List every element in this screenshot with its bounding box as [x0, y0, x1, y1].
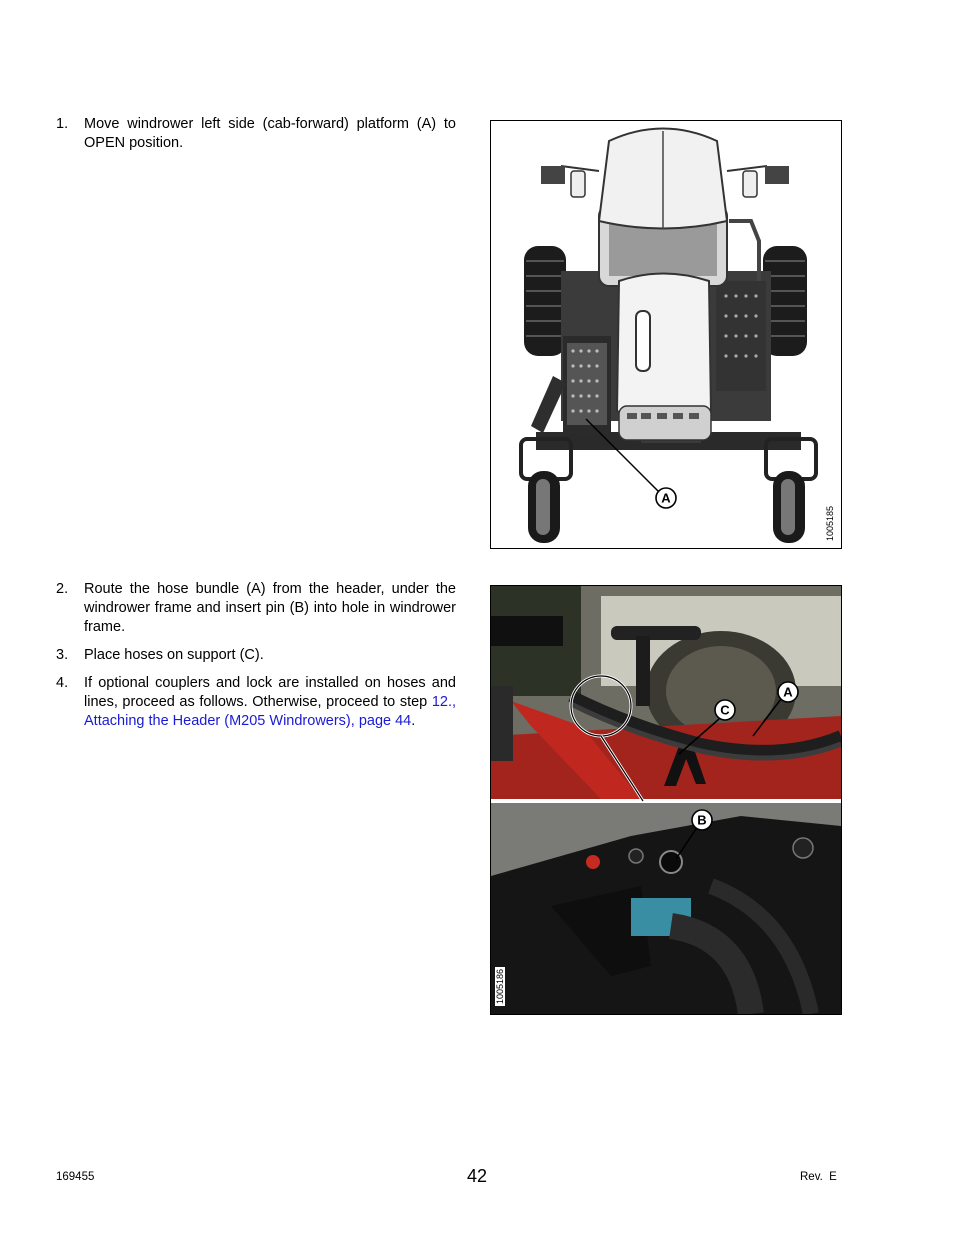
step-text-after: . — [411, 713, 416, 729]
callout-a-label: A — [661, 490, 671, 506]
hose-routing-photos — [491, 586, 841, 1014]
step-12-link[interactable]: 12., Attaching the Header (M205 Windrowers), page 44 — [84, 694, 456, 729]
callout-b-label: B — [697, 812, 707, 828]
step-text — [84, 674, 456, 731]
step-number: 1. — [56, 116, 69, 132]
page-number: 42 — [466, 1166, 488, 1186]
figure-id: 1005186 — [495, 968, 505, 1004]
callout-c-label: C — [720, 702, 730, 718]
step-1 — [56, 115, 456, 153]
figure-windrower-top-view — [490, 120, 842, 549]
callout-a-label: A — [783, 684, 793, 700]
step-3 — [56, 646, 456, 665]
step-text: Place hoses on support (C). — [84, 647, 264, 663]
step-text-before: If optional couplers and lock are installed on hoses and lines, proceed as follows. Otherwise, proceed to step — [84, 675, 456, 710]
step-text: Route the hose bundle (A) from the header, under the windrower frame and insert pin (B) into hole in windrower frame. — [84, 581, 456, 635]
step-4 — [56, 674, 456, 731]
figure-hose-routing — [490, 585, 842, 1015]
figure-id: 1005185 — [825, 505, 835, 541]
revision-label: Rev. E — [800, 1171, 837, 1183]
step-number: 3. — [56, 647, 69, 663]
step-number: 4. — [56, 675, 69, 691]
document-number: 169455 — [56, 1171, 95, 1183]
step-2 — [56, 580, 456, 637]
step-number: 2. — [56, 581, 69, 597]
windrower-illustration — [491, 121, 841, 548]
step-text: Move windrower left side (cab-forward) platform (A) to OPEN position. — [84, 116, 456, 151]
